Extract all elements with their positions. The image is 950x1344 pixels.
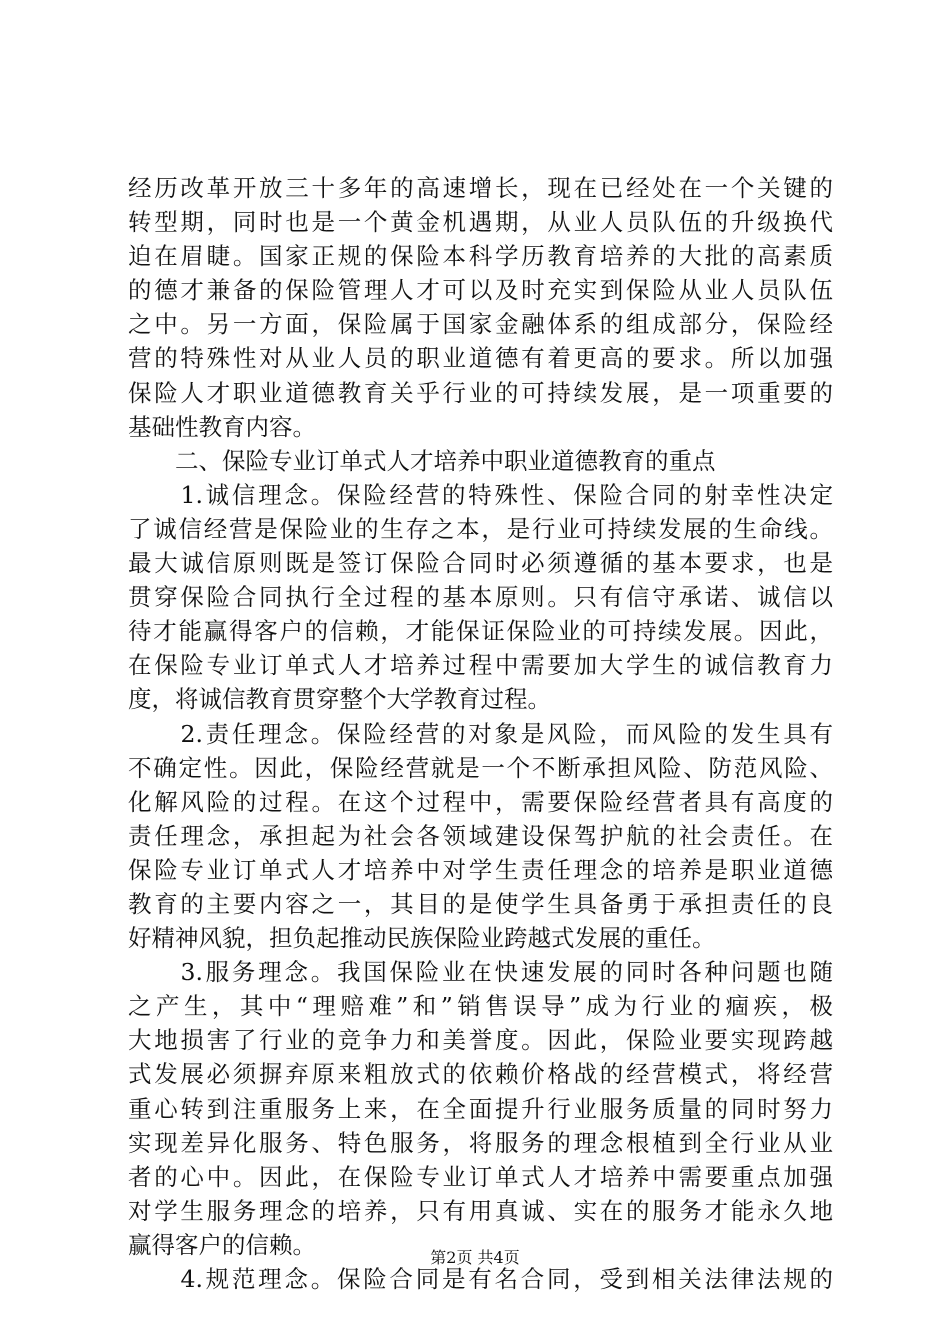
text-line: 二、保险专业订单式人才培养中职业道德教育的重点 (128, 446, 716, 475)
text-line: 教育的主要内容之一，其目的是使学生具备勇于承担责任的良 (128, 889, 833, 918)
text-line: 1.诚信理念。保险经营的特殊性、保险合同的射幸性决定 (128, 480, 833, 509)
text-line: 不确定性。因此，保险经营就是一个不断承担风险、防范风险、 (128, 753, 833, 782)
text-line: 在保险专业订单式人才培养过程中需要加大学生的诚信教育力 (128, 651, 833, 680)
text-line: 式发展必须摒弃原来粗放式的依赖价格战的经营模式，将经营 (128, 1060, 833, 1089)
text-line: 大地损害了行业的竞争力和美誉度。因此，保险业要实现跨越 (128, 1026, 833, 1055)
text-line: 转型期，同时也是一个黄金机遇期，从业人员队伍的升级换代 (128, 208, 833, 237)
text-line: 待才能赢得客户的信赖，才能保证保险业的可持续发展。因此， (128, 617, 833, 646)
text-line: 的德才兼备的保险管理人才可以及时充实到保险从业人员队伍 (128, 276, 833, 305)
text-line: 保险专业订单式人才培养中对学生责任理念的培养是职业道德 (128, 855, 833, 884)
text-line: 经历改革开放三十多年的高速增长，现在已经处在一个关键的 (128, 174, 833, 202)
body-text (128, 171, 833, 1296)
text-line: 了诚信经营是保险业的生存之本，是行业可持续发展的生命线。 (128, 514, 833, 543)
text-line: 营的特殊性对从业人员的职业道德有着更高的要求。所以加强 (128, 344, 833, 373)
text-line: 2.责任理念。保险经营的对象是风险，而风险的发生具有 (128, 719, 833, 748)
text-line: 赢得客户的信赖。 (128, 1230, 316, 1259)
text-line: 3.服务理念。我国保险业在快速发展的同时各种问题也随 (128, 958, 833, 987)
text-line: 化解风险的过程。在这个过程中，需要保险经营者具有高度的 (128, 787, 833, 816)
text-line: 最大诚信原则既是签订保险合同时必须遵循的基本要求，也是 (128, 549, 833, 578)
text-line: 迫在眉睫。国家正规的保险本科学历教育培养的大批的高素质 (128, 242, 833, 271)
text-line: 实现差异化服务、特色服务，将服务的理念根植到全行业从业 (128, 1128, 833, 1157)
text-line: 4.规范理念。保险合同是有名合同，受到相关法律法规的 (128, 1265, 833, 1293)
page-footer: 第2页 共4页 (430, 1248, 520, 1267)
text-line: 者的心中。因此，在保险专业订单式人才培养中需要重点加强 (128, 1162, 833, 1191)
text-line: 重心转到注重服务上来，在全面提升行业服务质量的同时努力 (128, 1094, 833, 1123)
text-line: 好精神风貌，担负起推动民族保险业跨越式发展的重任。 (128, 924, 716, 953)
text-line: 保险人才职业道德教育关乎行业的可持续发展，是一项重要的 (128, 378, 833, 407)
text-line: 贯穿保险合同执行全过程的基本原则。只有信守承诺、诚信以 (128, 583, 833, 612)
text-line: 对学生服务理念的培养，只有用真诚、实在的服务才能永久地 (128, 1196, 833, 1225)
text-line: 之中。另一方面，保险属于国家金融体系的组成部分，保险经 (128, 310, 833, 339)
text-line: 之产生，其中“理赔难”和”销售误导”成为行业的痼疾，极 (128, 992, 833, 1021)
text-line: 责任理念，承担起为社会各领域建设保驾护航的社会责任。在 (128, 821, 833, 850)
text-line: 度，将诚信教育贯穿整个大学教育过程。 (128, 685, 551, 714)
text-line: 基础性教育内容。 (128, 412, 316, 441)
